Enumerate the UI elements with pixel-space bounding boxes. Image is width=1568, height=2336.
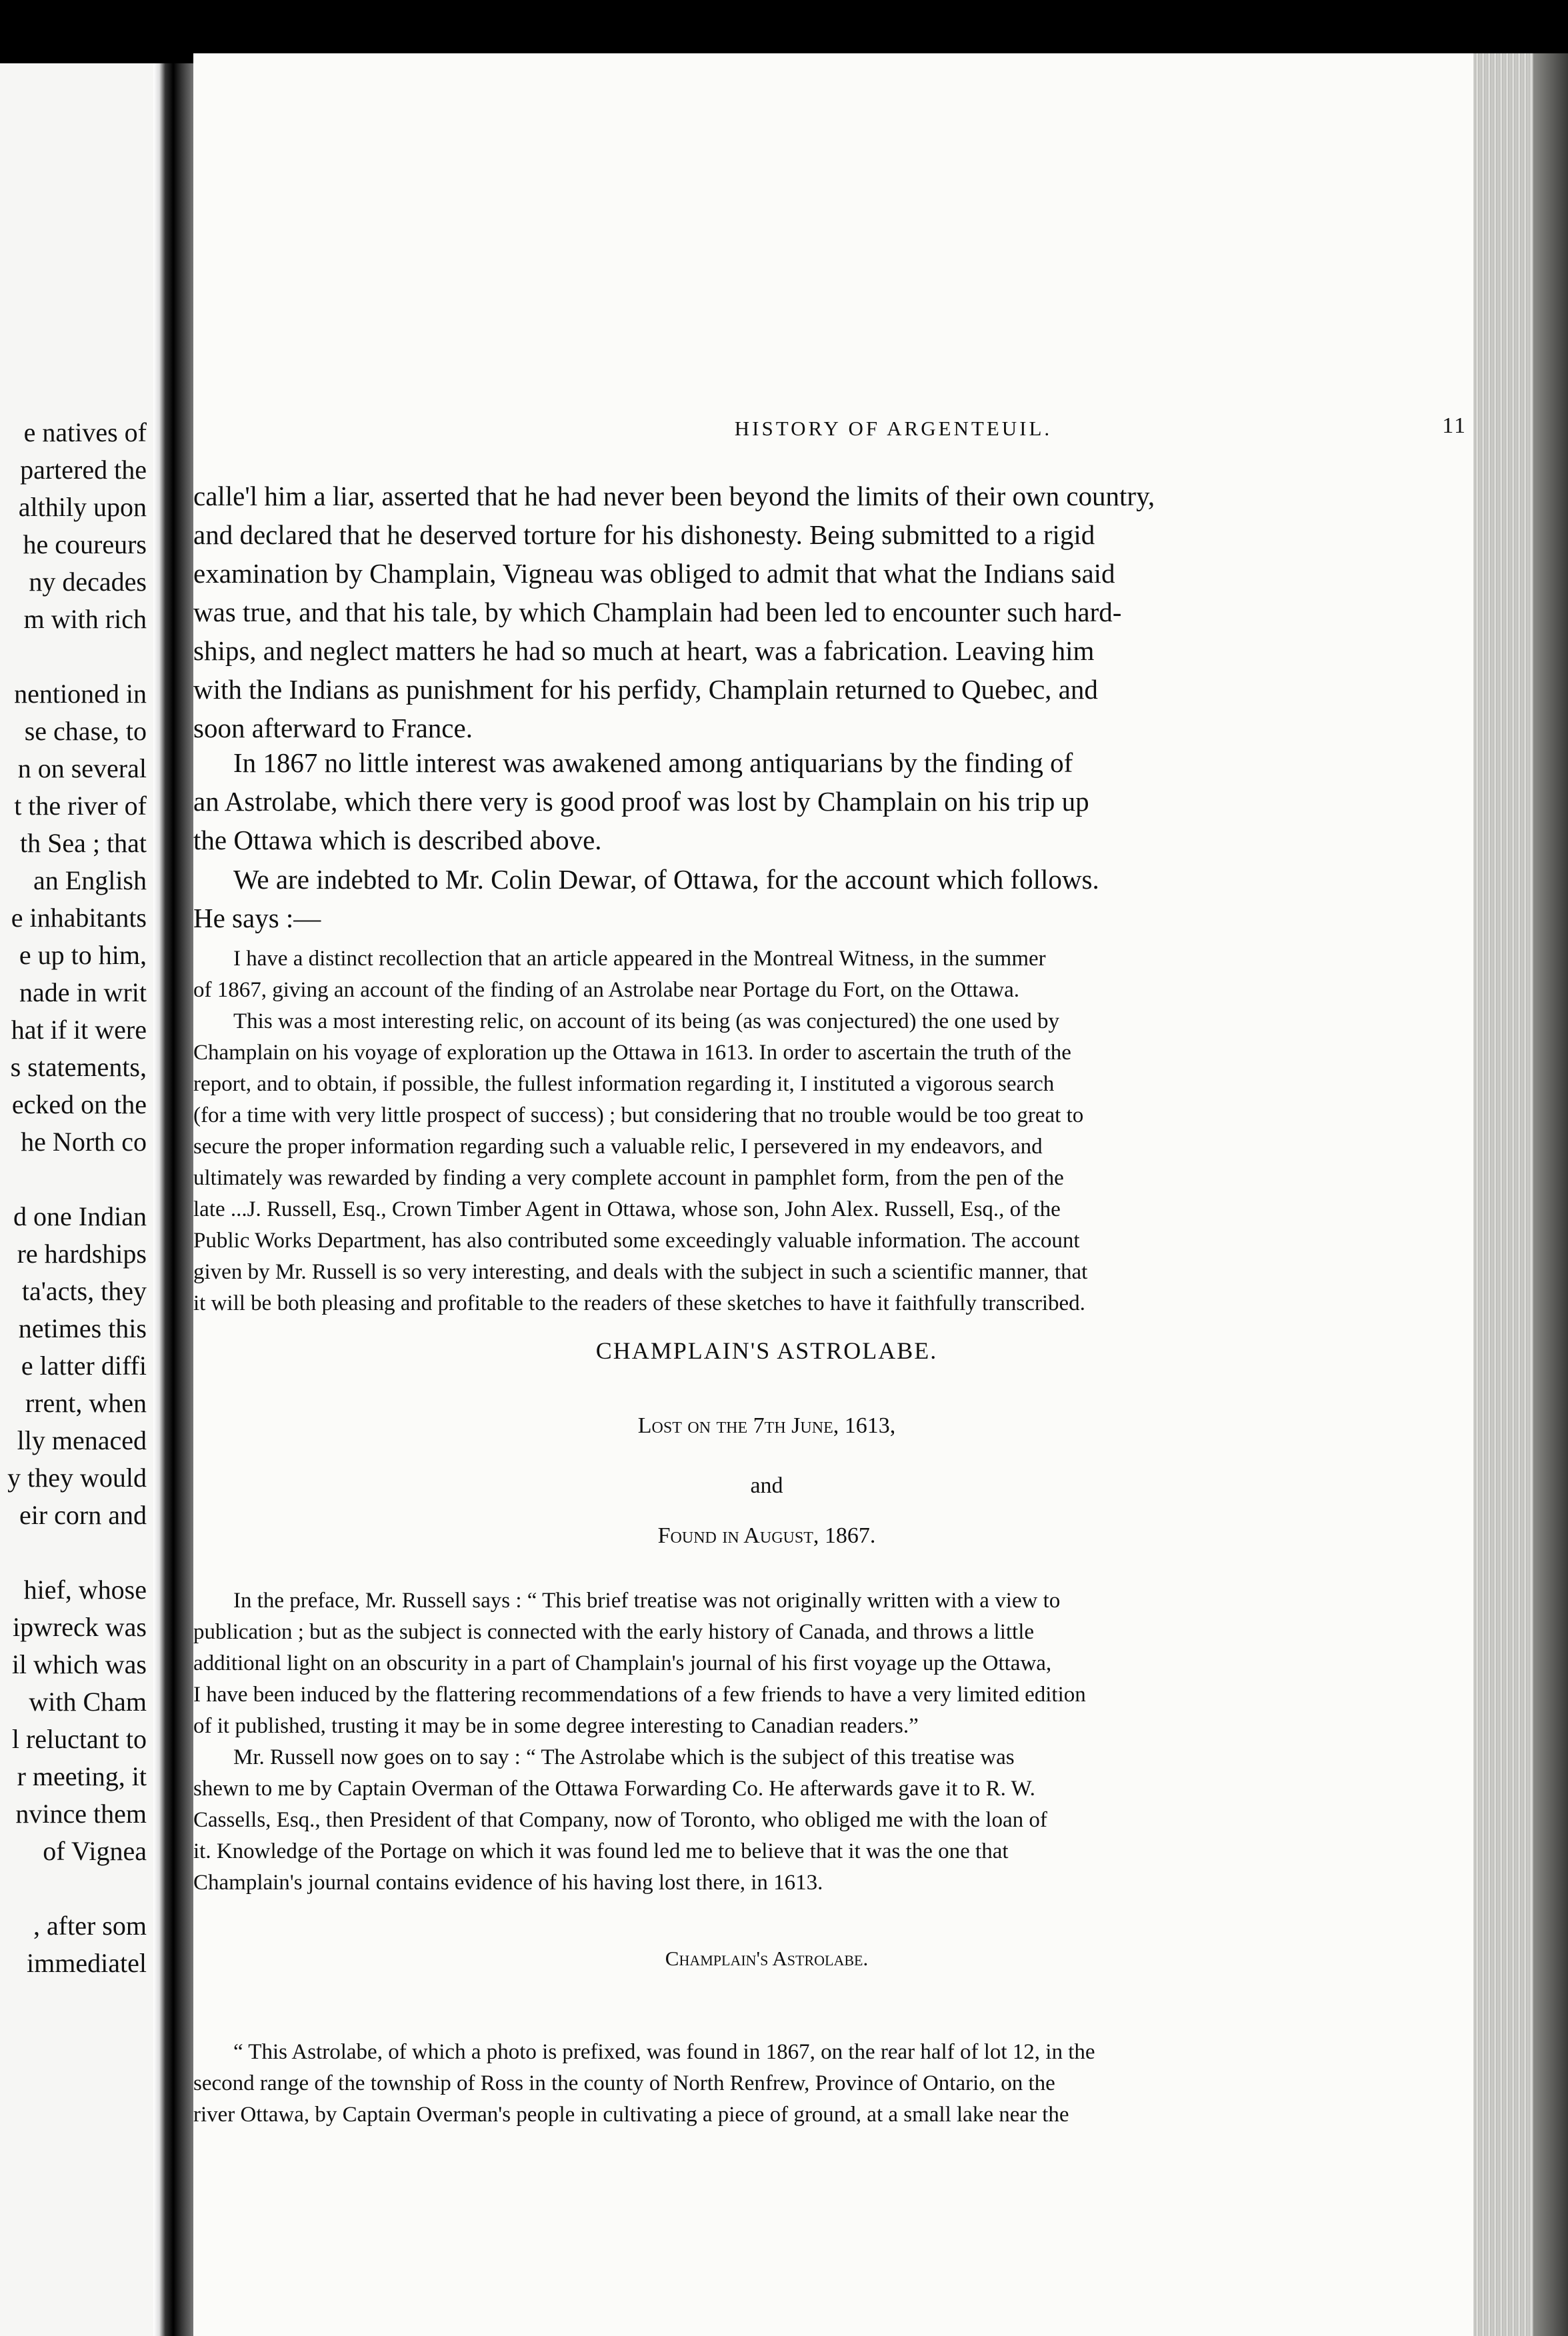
left-page-line: partered the	[20, 455, 147, 485]
text-line: We are indebted to Mr. Colin Dewar, of Ottawa, for the account which follows.	[233, 864, 1099, 895]
text-line: second range of the township of Ross in the county of North Renfrew, Province of Ontario, on the	[193, 2071, 1055, 2095]
text-line: given by Mr. Russell is so very interesting, and deals with the subject in such a scientific manner, that	[193, 1260, 1088, 1284]
left-page-line: netimes this	[18, 1313, 147, 1343]
left-page-line: hief, whose	[23, 1575, 147, 1605]
left-page-line: t the river of	[14, 791, 147, 821]
text-line: ships, and neglect matters he had so much at heart, was a fabrication. Leaving him	[193, 635, 1095, 666]
left-page-line: eir corn and	[19, 1500, 147, 1530]
quotation-astrolabe-found	[193, 2037, 1340, 2131]
page-gutter-shadow	[153, 63, 173, 2336]
running-head: HISTORY OF ARGENTEUIL.	[734, 417, 1053, 440]
text-line: soon afterward to France.	[193, 713, 473, 743]
left-page-line: with Cham	[29, 1687, 147, 1717]
text-line: late ...J. Russell, Esq., Crown Timber Agent in Ottawa, whose son, John Alex. Russell, Esq., of the	[193, 1197, 1061, 1221]
text-line: (for a time with very little prospect of success) ; but considering that no trouble would be too great to	[193, 1103, 1084, 1127]
text-line: it will be both pleasing and profitable to the readers of these sketches to have it faithfully transcribed.	[193, 1291, 1085, 1315]
left-page-line: e up to him,	[19, 940, 147, 970]
section-title-astrolabe: CHAMPLAIN'S ASTROLABE.	[595, 1337, 938, 1364]
left-facing-page	[0, 63, 153, 2336]
book-edge-shadow	[1533, 53, 1568, 2336]
text-line: an Astrolabe, which there very is good proof was lost by Champlain on his trip up	[193, 786, 1089, 817]
left-page-line: althily upon	[18, 492, 147, 522]
text-line: publication ; but as the subject is connected with the early history of Canada, and throws a little	[193, 1620, 1035, 1644]
text-line: Public Works Department, has also contributed some exceedingly valuable information. The account	[193, 1229, 1080, 1253]
text-line: examination by Champlain, Vigneau was obliged to admit that what the Indians said	[193, 558, 1115, 589]
left-page-line: m with rich	[23, 604, 147, 634]
text-line: with the Indians as punishment for his perfidy, Champlain returned to Quebec, and	[193, 674, 1098, 705]
text-line: additional light on an obscurity in a part of Champlain's journal of his first voyage up the Ottawa,	[193, 1651, 1052, 1675]
text-line: secure the proper information regarding such a valuable relic, I persevered in my endeavors, and	[193, 1135, 1043, 1159]
left-page-line: nade in writ	[19, 977, 147, 1007]
left-page-line: nentioned in	[14, 679, 147, 709]
text-line: Cassells, Esq., then President of that Company, now of Toronto, who obliged me with the loan of	[193, 1808, 1047, 1832]
text-line: In the preface, Mr. Russell says : “ This brief treatise was not originally written with a view to	[233, 1589, 1061, 1613]
paragraph-2	[193, 743, 1340, 859]
left-page-line: hat if it were	[11, 1015, 147, 1045]
text-line: the Ottawa which is described above.	[193, 825, 602, 855]
text-line: river Ottawa, by Captain Overman's people in cultivating a piece of ground, at a small lake near the	[193, 2103, 1069, 2127]
left-page-line: he North co	[21, 1127, 147, 1157]
page-gutter-strip	[173, 63, 193, 2336]
text-line: In 1867 no little interest was awakened among antiquarians by the finding of	[233, 747, 1073, 778]
left-page-line: l reluctant to	[11, 1724, 147, 1754]
page-number: 11	[1442, 413, 1467, 438]
left-page-line: ta'acts, they	[21, 1276, 147, 1306]
subtitle-lost-date: Lost on the 7th June, 1613,	[637, 1413, 896, 1438]
text-line: and declared that he deserved torture for his dishonesty. Being submitted to a rigid	[193, 519, 1095, 550]
text-line: Mr. Russell now goes on to say : “ The Astrolabe which is the subject of this treatise was	[233, 1745, 1015, 1769]
text-line: of 1867, giving an account of the finding of an Astrolabe near Portage du Fort, on the Ottawa.	[193, 978, 1020, 1002]
left-page-line: e inhabitants	[11, 903, 147, 933]
subtitle-and: and	[750, 1473, 783, 1498]
left-page-line: e latter diffi	[21, 1351, 147, 1381]
quotation-dewar	[193, 943, 1340, 1319]
subtitle-found-date: Found in August, 1867.	[657, 1523, 876, 1548]
paragraph-3	[193, 860, 1340, 937]
paragraph-1	[193, 477, 1340, 747]
text-line: shewn to me by Captain Overman of the Ottawa Forwarding Co. He afterwards gave it to R. W.	[193, 1777, 1035, 1801]
left-page-line: s statements,	[10, 1052, 147, 1082]
section-title-astrolabe-2: Champlain's Astrolabe.	[665, 1947, 869, 1970]
text-line: ultimately was rewarded by finding a very complete account in pamphlet form, from the pen of the	[193, 1166, 1064, 1190]
text-line: was true, and that his tale, by which Champlain had been led to encounter such hard-	[193, 597, 1122, 627]
left-page-line: ny decades	[29, 567, 147, 597]
text-line: Champlain's journal contains evidence of his having lost there, in 1613.	[193, 1871, 823, 1895]
left-page-line: d one Indian	[13, 1201, 147, 1231]
text-line: He says :—	[193, 903, 321, 933]
left-page-line: nvince them	[15, 1799, 147, 1829]
text-line: I have a distinct recollection that an article appeared in the Montreal Witness, in the summer	[233, 947, 1046, 971]
left-page-line: e natives of	[23, 417, 147, 447]
text-line: of it published, trusting it may be in some degree interesting to Canadian readers.”	[193, 1714, 919, 1738]
left-page-line: , after som	[33, 1911, 147, 1941]
left-page-line: ipwreck was	[12, 1612, 147, 1642]
left-page-line: r meeting, it	[17, 1761, 147, 1791]
left-page-line: an English	[33, 865, 147, 895]
text-line: This was a most interesting relic, on account of its being (as was conjectured) the one used by	[233, 1009, 1059, 1033]
text-line: it. Knowledge of the Portage on which it was found led me to believe that it was the one that	[193, 1839, 1009, 1863]
text-line: report, and to obtain, if possible, the fullest information regarding it, I instituted a vigorous search	[193, 1072, 1055, 1096]
left-page-line: th Sea ; that	[20, 828, 147, 858]
left-page-line: n on several	[17, 753, 147, 783]
left-page-line: ecked on the	[11, 1089, 147, 1119]
left-page-line: re hardships	[17, 1239, 147, 1269]
left-page-line: he coureurs	[23, 529, 147, 559]
left-page-line: rrent, when	[25, 1388, 147, 1418]
left-page-line: lly menaced	[17, 1425, 147, 1455]
left-page-line: of Vignea	[43, 1836, 147, 1866]
main-page	[193, 53, 1473, 2336]
left-page-line: se chase, to	[24, 716, 147, 746]
left-page-line: y they would	[7, 1463, 147, 1493]
left-page-line: il which was	[11, 1649, 147, 1679]
left-page-line: immediatel	[27, 1948, 147, 1978]
text-line: calle'l him a liar, asserted that he had never been beyond the limits of their own country,	[193, 481, 1155, 511]
text-line: “ This Astrolabe, of which a photo is prefixed, was found in 1867, on the rear half of lot 12, in the	[233, 2040, 1095, 2064]
text-line: Champlain on his voyage of exploration up the Ottawa in 1613. In order to ascertain the truth of the	[193, 1041, 1071, 1065]
text-line: I have been induced by the flattering recommendations of a few friends to have a very limited edition	[193, 1683, 1086, 1707]
quotation-russell-preface	[193, 1585, 1340, 1899]
